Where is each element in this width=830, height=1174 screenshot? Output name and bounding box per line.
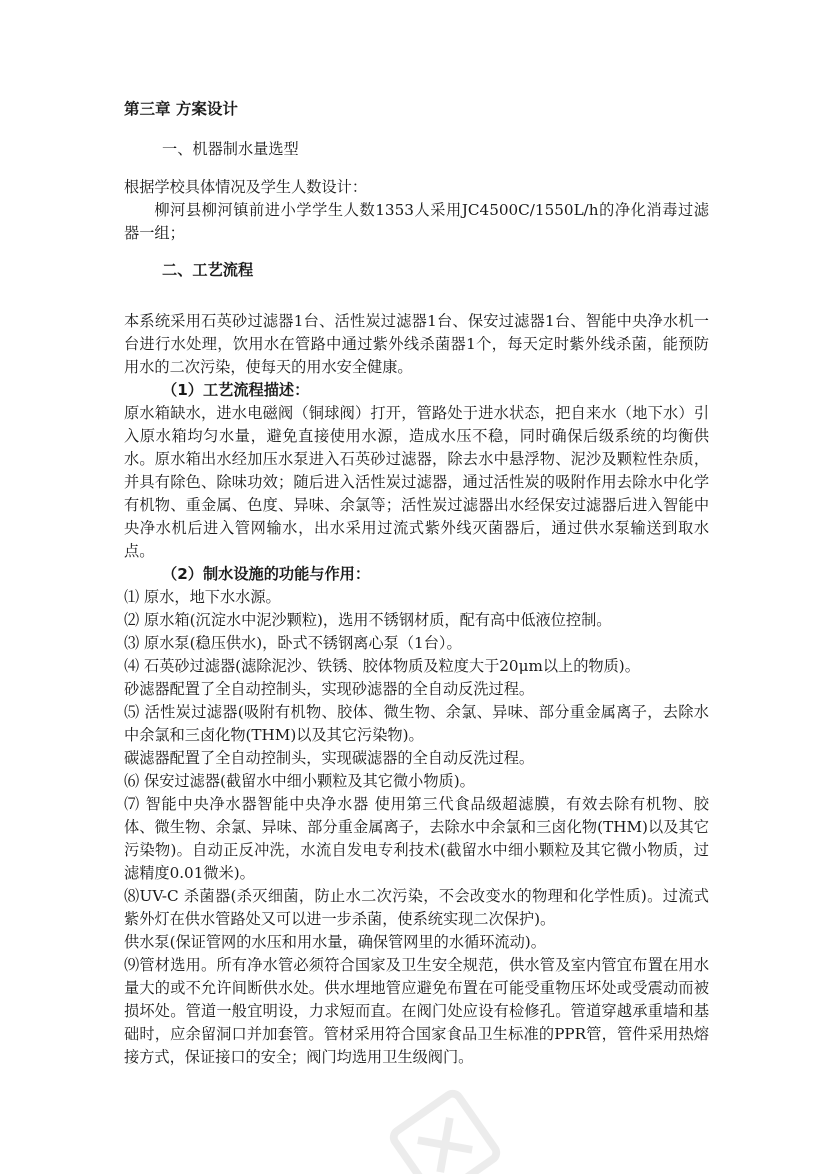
facility-item: 供水泵(保证管网的水压和用水量，确保管网里的水循环流动)。 xyxy=(124,933,546,951)
facility-item: ⑺ 智能中央净水器智能中央净水器 使用第三代食品级超滤膜，有效去除有机物、胶体、微生物、余氯、异味、部分重金属离子，去除水中余氯和三卤化物(THM)以及其它污染物)。自动正反冲洗，水流自发电专利技术(截留水中细小颗粒及其它微小物质，过滤精度0.01微米)。 xyxy=(124,795,709,882)
facility-item: ⑵ 原水箱(沉淀水中泥沙颗粒)，选用不锈钢材质，配有高中低液位控制。 xyxy=(124,611,612,629)
process-description-body: 原水箱缺水，进水电磁阀（铜球阀）打开，管路处于进水状态，把自来水（地下水）引入原水箱均匀水量，避免直接使用水源，造成水压不稳，同时确保后级系统的均衡供水。原水箱出水经加压水泵进入石英砂过滤器，除去水中悬浮物、泥沙及颗粒性杂质，并具有除色、除味功效；随后进入活性炭过滤器，通过活性炭的吸附作用去除水中化学有机物、重金属、色度、异味、余氯等；活性炭过滤器出水经保安过滤器后进入智能中央净水机后进入管网输水，出水采用过流式紫外线灭菌器后，通过供水泵输送到取水点。 xyxy=(124,404,709,560)
facility-item: ⑶ 原水泵(稳压供水)，卧式不锈钢离心泵（1台）。 xyxy=(124,634,462,652)
facility-item: ⑴ 原水，地下水水源。 xyxy=(124,588,281,606)
facility-item: ⑹ 保安过滤器(截留水中细小颗粒及其它微小物质)。 xyxy=(124,772,475,790)
process-description-heading: （1）工艺流程描述： xyxy=(162,381,310,399)
facility-item: ⑷ 石英砂过滤器(滤除泥沙、铁锈、胶体物质及粒度大于20μm以上的物质)。 xyxy=(124,657,640,675)
section2-heading: 二、工艺流程 xyxy=(162,261,254,279)
facility-functions-heading: （2）制水设施的功能与作用： xyxy=(162,565,371,583)
section1-heading: 一、机器制水量选型 xyxy=(162,140,299,158)
document-body xyxy=(124,98,709,1069)
facility-item: ⑸ 活性炭过滤器(吸附有机物、胶体、微生物、余氯、异味、部分重金属离子，去除水中余氯和三卤化物(THM)以及其它污染物)。 xyxy=(124,703,709,744)
section1-intro: 根据学校具体情况及学生人数设计： xyxy=(124,178,367,196)
facility-item: 砂滤器配置了全自动控制头，实现砂滤器的全自动反洗过程。 xyxy=(124,680,535,698)
facility-item: ⑼管材选用。所有净水管必须符合国家及卫生安全规范，供水管及室内管宜布置在用水量大的或不允许间断供水处。供水埋地管应避免布置在可能受重物压坏处或受震动而被损坏处。管道一般宜明设，力求短而直。在阀门处应设有检修孔。管道穿越承重墙和基础时，应余留洞口并加套管。管材采用符合国家食品卫生标准的PPR管，管件采用热熔接方式，保证接口的安全；阀门均选用卫生级阀门。 xyxy=(124,956,709,1066)
watermark-icon xyxy=(380,1080,510,1174)
chapter-title: 第三章 方案设计 xyxy=(124,100,238,118)
facility-item: ⑻UV-C 杀菌器(杀灭细菌，防止水二次污染，不会改变水的物理和化学性质)。过流式紫外灯在供水管路处又可以进一步杀菌，使系统实现二次保护)。 xyxy=(124,887,709,928)
facility-item: 碳滤器配置了全自动控制头，实现碳滤器的全自动反洗过程。 xyxy=(124,749,535,767)
section2-summary: 本系统采用石英砂过滤器1台、活性炭过滤器1台、保安过滤器1台、智能中央净水机一台进行水处理，饮用水在管路中通过紫外线杀菌器1个，每天定时紫外线杀菌，能预防用水的二次污染，使每天的用水安全健康。 xyxy=(124,312,709,376)
section1-detail: 柳河县柳河镇前进小学学生人数1353人采用JC4500C/1550L/h的净化消毒过滤器一组； xyxy=(124,201,709,242)
